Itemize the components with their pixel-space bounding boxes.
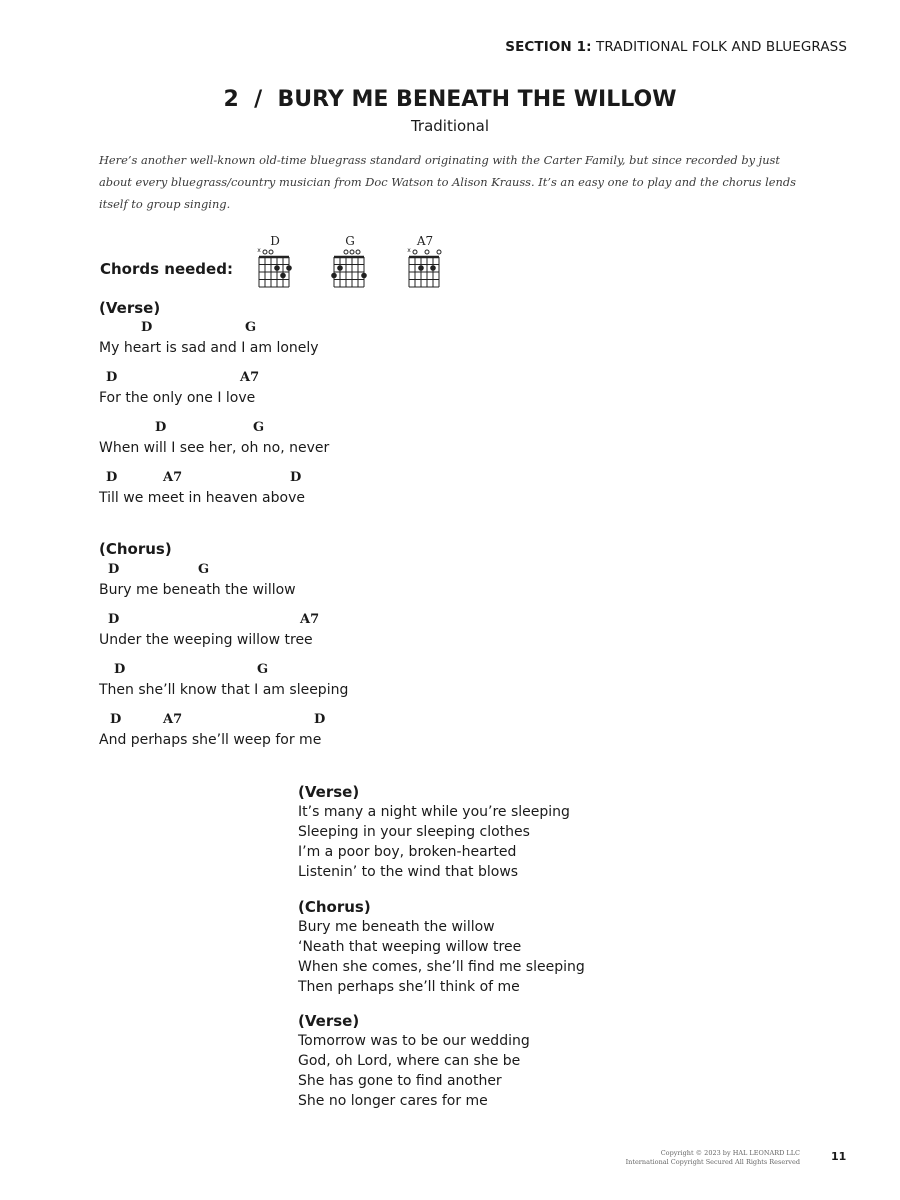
chord-symbol: D xyxy=(108,612,120,627)
verse-label: (Verse) xyxy=(298,1012,360,1030)
lyric-line: Then perhaps she’ll think of me xyxy=(298,979,520,995)
chord-name-a7: A7 xyxy=(416,234,434,248)
chord-symbol: D xyxy=(141,320,153,335)
lyric-line: God, oh Lord, where can she be xyxy=(298,1053,521,1069)
chord-symbol: D xyxy=(155,420,167,435)
lyric-line: ‘Neath that weeping willow tree xyxy=(298,939,522,955)
lyric-line: She has gone to find another xyxy=(298,1073,502,1089)
chord-diagram-g xyxy=(331,247,369,291)
song-subtitle: Traditional xyxy=(410,117,490,135)
chord-symbol: A7 xyxy=(300,612,320,627)
lyric-line: It’s many a night while you’re sleeping xyxy=(298,804,570,820)
chord-symbol: D xyxy=(114,662,126,677)
chord-symbol: D xyxy=(110,712,122,727)
lyric-line: I’m a poor boy, broken-hearted xyxy=(298,844,517,860)
lyric-line: Till we meet in heaven above xyxy=(99,490,305,506)
lyric-line: Under the weeping willow tree xyxy=(99,632,313,648)
lyric-line: Then she’ll know that I am sleeping xyxy=(99,682,349,698)
lyric-line: My heart is sad and I am lonely xyxy=(99,340,319,356)
chord-symbol: D xyxy=(106,370,118,385)
chord-symbol: A7 xyxy=(163,712,183,727)
lyric-line: She no longer cares for me xyxy=(298,1093,488,1109)
chord-name-d: D xyxy=(270,234,280,248)
chord-symbol: D xyxy=(108,562,120,577)
lyric-line: Bury me beneath the willow xyxy=(298,919,495,935)
intro-paragraph: Here’s another well-known old-time bluegrass standard originating with the Carter Family, but since recorded by just about every bluegrass/country musician from Doc Watson to Alison Krauss. It’s an easy one to play and the chorus lends itself to group singing. xyxy=(99,153,796,211)
lyric-line: Bury me beneath the willow xyxy=(99,582,296,598)
section-header xyxy=(505,39,847,55)
chord-symbol: A7 xyxy=(240,370,260,385)
lyric-line: Listenin’ to the wind that blows xyxy=(298,864,519,880)
chorus-label: (Chorus) xyxy=(298,898,371,916)
verse-label: (Verse) xyxy=(99,299,161,317)
chord-symbol: G xyxy=(198,562,210,577)
chord-symbol: G xyxy=(245,320,257,335)
chord-diagram-a7 xyxy=(406,247,444,291)
chords-needed-label: Chords needed: xyxy=(100,260,233,278)
rights-line: International Copyright Secured All Rights Reserved xyxy=(625,1158,800,1166)
chord-symbol: D xyxy=(314,712,326,727)
section-number: SECTION 1: xyxy=(505,39,592,55)
chord-name-g: G xyxy=(345,234,355,248)
copyright-line: Copyright © 2023 by HAL LEONARD LLC xyxy=(660,1149,800,1157)
section-title: TRADITIONAL FOLK AND BLUEGRASS xyxy=(596,39,847,55)
chord-symbol: G xyxy=(253,420,265,435)
verse-label: (Verse) xyxy=(298,783,360,801)
svg-text:x: x xyxy=(407,247,411,254)
chord-symbol: D xyxy=(106,470,118,485)
chord-diagram-d xyxy=(256,247,294,291)
chorus-label: (Chorus) xyxy=(99,540,172,558)
page-number: 11 xyxy=(831,1150,847,1163)
song-title: 2 / BURY ME BENEATH THE WILLOW xyxy=(223,87,677,112)
copyright-notice xyxy=(626,1149,800,1167)
lyric-line: When she comes, she’ll find me sleeping xyxy=(298,959,585,975)
chord-symbol: A7 xyxy=(163,470,183,485)
lyric-line: For the only one I love xyxy=(99,390,256,406)
lyric-line: When will I see her, oh no, never xyxy=(99,440,330,456)
chord-symbol: G xyxy=(257,662,269,677)
lyric-line: And perhaps she’ll weep for me xyxy=(99,732,322,748)
lyric-line: Tomorrow was to be our wedding xyxy=(298,1033,530,1049)
lyric-line: Sleeping in your sleeping clothes xyxy=(298,824,530,840)
svg-text:x: x xyxy=(257,247,261,254)
chord-symbol: D xyxy=(290,470,302,485)
